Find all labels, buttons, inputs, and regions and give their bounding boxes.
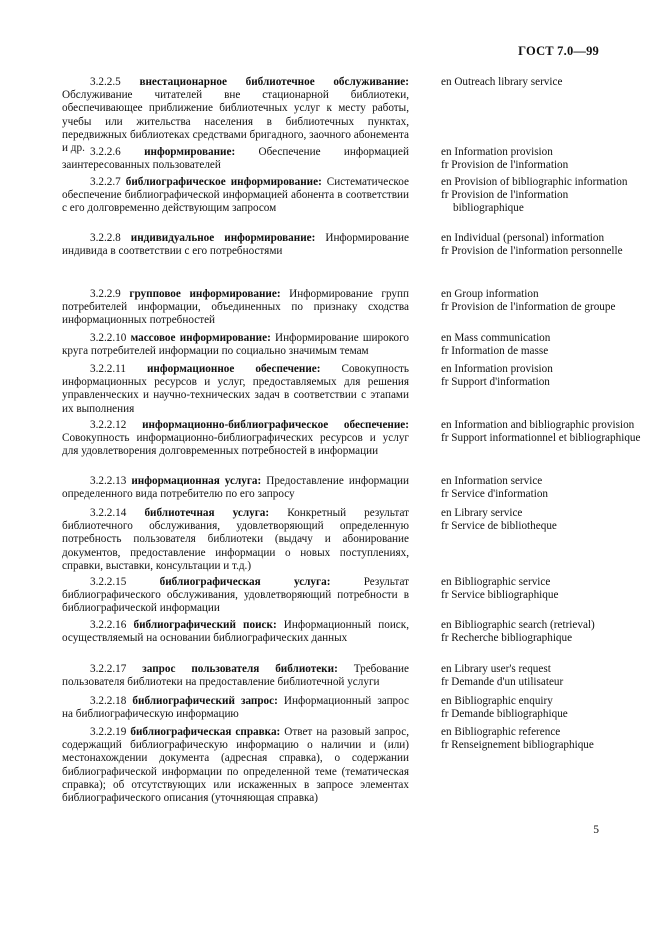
definition-text bbox=[62, 576, 409, 616]
term-fr: fr Support d'information bbox=[441, 376, 550, 389]
term-bold: библиотечная услуга: bbox=[144, 507, 270, 519]
term-fr: fr Support informationnel et bibliographique bbox=[441, 432, 641, 445]
equivalent-terms bbox=[441, 695, 641, 721]
definition-text bbox=[62, 663, 409, 689]
term-en: en Outreach library service bbox=[441, 76, 563, 88]
term-en: en Mass communication bbox=[441, 332, 551, 344]
term-fr: fr Provision de l'information bibliographique bbox=[441, 189, 569, 215]
entry-number: 3.2.2.5 bbox=[90, 76, 121, 88]
definition-text bbox=[62, 232, 409, 258]
definition-body: Обслуживание читателей вне стационарной библиотеки, обеспечивающее приближение библиотечных услуг к месту работы, учебы или жительства населения в библиотечных пунктах, передвижных библиотеках средствами бригадного, заочного абонемента и др. bbox=[62, 89, 409, 155]
term-fr: fr Service bibliographique bbox=[441, 589, 559, 602]
term-en: en Individual (personal) information bbox=[441, 232, 605, 244]
definition-body: Совокупность информационных ресурсов и услуг, предоставляемых для решения управленческих и научно-технических задач в соответствии с этапами их выполнения bbox=[62, 363, 410, 415]
term-en: en Bibliographic service bbox=[441, 576, 551, 588]
term-en: en Information provision bbox=[441, 146, 553, 158]
term-en: en Information provision bbox=[441, 363, 553, 375]
term-bold: библиографическое информирование: bbox=[125, 176, 322, 188]
term-bold: информационная услуга: bbox=[131, 475, 262, 487]
definition-text bbox=[62, 419, 409, 459]
entry-number: 3.2.2.18 bbox=[90, 695, 127, 707]
equivalent-terms bbox=[441, 232, 641, 258]
term-en: en Information service bbox=[441, 475, 543, 487]
term-bold: внестационарное библиотечное обслуживание: bbox=[139, 76, 409, 88]
equivalent-terms bbox=[441, 507, 641, 533]
term-fr: fr Demande d'un utilisateur bbox=[441, 676, 564, 689]
term-en: en Bibliographic reference bbox=[441, 726, 561, 738]
term-fr: fr Provision de l'information bbox=[441, 159, 569, 172]
term-en: en Provision of bibliographic information bbox=[441, 176, 628, 188]
term-fr: fr Renseignement bibliographique bbox=[441, 739, 594, 752]
entry-number: 3.2.2.6 bbox=[90, 146, 121, 158]
term-bold: информирование: bbox=[144, 146, 236, 158]
definition-body: Информационный поиск, осуществляемый на основании библиографических данных bbox=[62, 619, 409, 645]
definition-text bbox=[62, 288, 409, 328]
definition-text bbox=[62, 619, 409, 645]
entry-number: 3.2.2.8 bbox=[90, 232, 121, 244]
definition-body: Предоставление информации определенного вида потребителю по его запросу bbox=[62, 475, 410, 501]
definition-body: Обеспечение информацией заинтересованных пользователей bbox=[62, 146, 409, 172]
definition-text bbox=[62, 332, 409, 358]
entry-number: 3.2.2.14 bbox=[90, 507, 127, 519]
term-bold: библиографическая справка: bbox=[130, 726, 281, 738]
term-en: en Library user's request bbox=[441, 663, 551, 675]
entry-number: 3.2.2.16 bbox=[90, 619, 127, 631]
entry-number: 3.2.2.11 bbox=[90, 363, 126, 375]
term-bold: библиографическая услуга: bbox=[159, 576, 331, 588]
equivalent-terms bbox=[441, 619, 641, 645]
entry-number: 3.2.2.9 bbox=[90, 288, 121, 300]
equivalent-terms bbox=[441, 176, 641, 216]
term-fr: fr Demande bibliographique bbox=[441, 708, 568, 721]
term-en: en Bibliographic search (retrieval) bbox=[441, 619, 595, 631]
term-fr: fr Service d'information bbox=[441, 488, 549, 501]
term-bold: массовое информирование: bbox=[130, 332, 271, 344]
definition-body: Информирование групп потребителей информации, объединенных по признаку сходства информационных потребностей bbox=[62, 288, 410, 327]
entry-number: 3.2.2.12 bbox=[90, 419, 127, 431]
term-fr: fr Information de masse bbox=[441, 345, 549, 358]
definition-body: Совокупность информационно-библиографических ресурсов и услуг для удовлетворения долговременных потребностей в информации bbox=[62, 432, 409, 458]
equivalent-terms bbox=[441, 663, 641, 689]
term-en: en Group information bbox=[441, 288, 539, 300]
equivalent-terms bbox=[441, 332, 641, 358]
equivalent-terms bbox=[441, 726, 641, 752]
equivalent-terms bbox=[441, 475, 641, 501]
definition-text bbox=[62, 146, 409, 172]
definition-text bbox=[62, 726, 409, 805]
term-bold: групповое информирование: bbox=[129, 288, 281, 300]
term-fr: fr Service de bibliotheque bbox=[441, 520, 557, 533]
entry-number: 3.2.2.13 bbox=[90, 475, 127, 487]
page-number: 5 bbox=[593, 824, 599, 836]
equivalent-terms bbox=[441, 576, 641, 602]
definition-body: Ответ на разовый запрос, содержащий библиографическую информацию о наличии и (или) местонахождении документа (адресная справка), о содержании библиографической информации по определенной теме (тематическая справка); об отсутствующих или искаженных в запросе элементах библиографического описания (уточняющая справка) bbox=[62, 726, 410, 805]
equivalent-terms bbox=[441, 76, 641, 89]
equivalent-terms bbox=[441, 146, 641, 172]
entry-number: 3.2.2.19 bbox=[90, 726, 127, 738]
definition-body: Требование пользователя библиотеки на предоставление библиотечной услуги bbox=[62, 663, 410, 689]
definition-body: Информационный запрос на библиографическую информацию bbox=[62, 695, 409, 721]
definition-text bbox=[62, 475, 409, 501]
definition-text bbox=[62, 363, 409, 416]
definition-body: Информирование индивида в соответствии с его потребностями bbox=[62, 232, 409, 258]
definition-body: Систематическое обеспечение библиографической информацией абонента в соответствии с его долговременно действующим запросом bbox=[62, 176, 409, 215]
definition-text bbox=[62, 695, 409, 721]
term-fr: fr Recherche bibliographique bbox=[441, 632, 573, 645]
entry-number: 3.2.2.7 bbox=[90, 176, 121, 188]
entry-number: 3.2.2.15 bbox=[90, 576, 127, 588]
term-en: en Bibliographic enquiry bbox=[441, 695, 553, 707]
term-bold: библиографический запрос: bbox=[132, 695, 278, 707]
term-bold: информационно-библиографическое обеспечение: bbox=[142, 419, 409, 431]
term-bold: информационное обеспечение: bbox=[146, 363, 321, 375]
definition-text bbox=[62, 76, 409, 155]
term-bold: запрос пользователя библиотеки: bbox=[142, 663, 338, 675]
document-header: ГОСТ 7.0—99 bbox=[518, 44, 599, 58]
definition-text bbox=[62, 507, 409, 573]
equivalent-terms bbox=[441, 363, 641, 389]
definition-body: Информирование широкого круга потребителей информации по социально значимым темам bbox=[62, 332, 410, 358]
definition-body: Конкретный результат библиотечного обслуживания, удовлетворяющий определенную потребность пользователя библиотеки (выдачу и абонирование документов, предоставление информации о новых поступлениях, справки, выставки, консультации и т.д.) bbox=[62, 507, 410, 572]
term-en: en Information and bibliographic provision bbox=[441, 419, 635, 431]
equivalent-terms bbox=[441, 288, 641, 314]
entry-number: 3.2.2.10 bbox=[90, 332, 127, 344]
definition-body: Результат библиографического обслуживания, удовлетворяющий потребности в библиографической информации bbox=[62, 576, 410, 615]
entry-number: 3.2.2.17 bbox=[90, 663, 127, 675]
term-fr: fr Provision de l'information personnelle bbox=[441, 245, 623, 258]
definition-text bbox=[62, 176, 409, 216]
term-en: en Library service bbox=[441, 507, 523, 519]
term-bold: индивидуальное информирование: bbox=[130, 232, 316, 244]
term-bold: библиографический поиск: bbox=[133, 619, 277, 631]
term-fr: fr Provision de l'information de groupe bbox=[441, 301, 616, 314]
equivalent-terms bbox=[441, 419, 641, 445]
